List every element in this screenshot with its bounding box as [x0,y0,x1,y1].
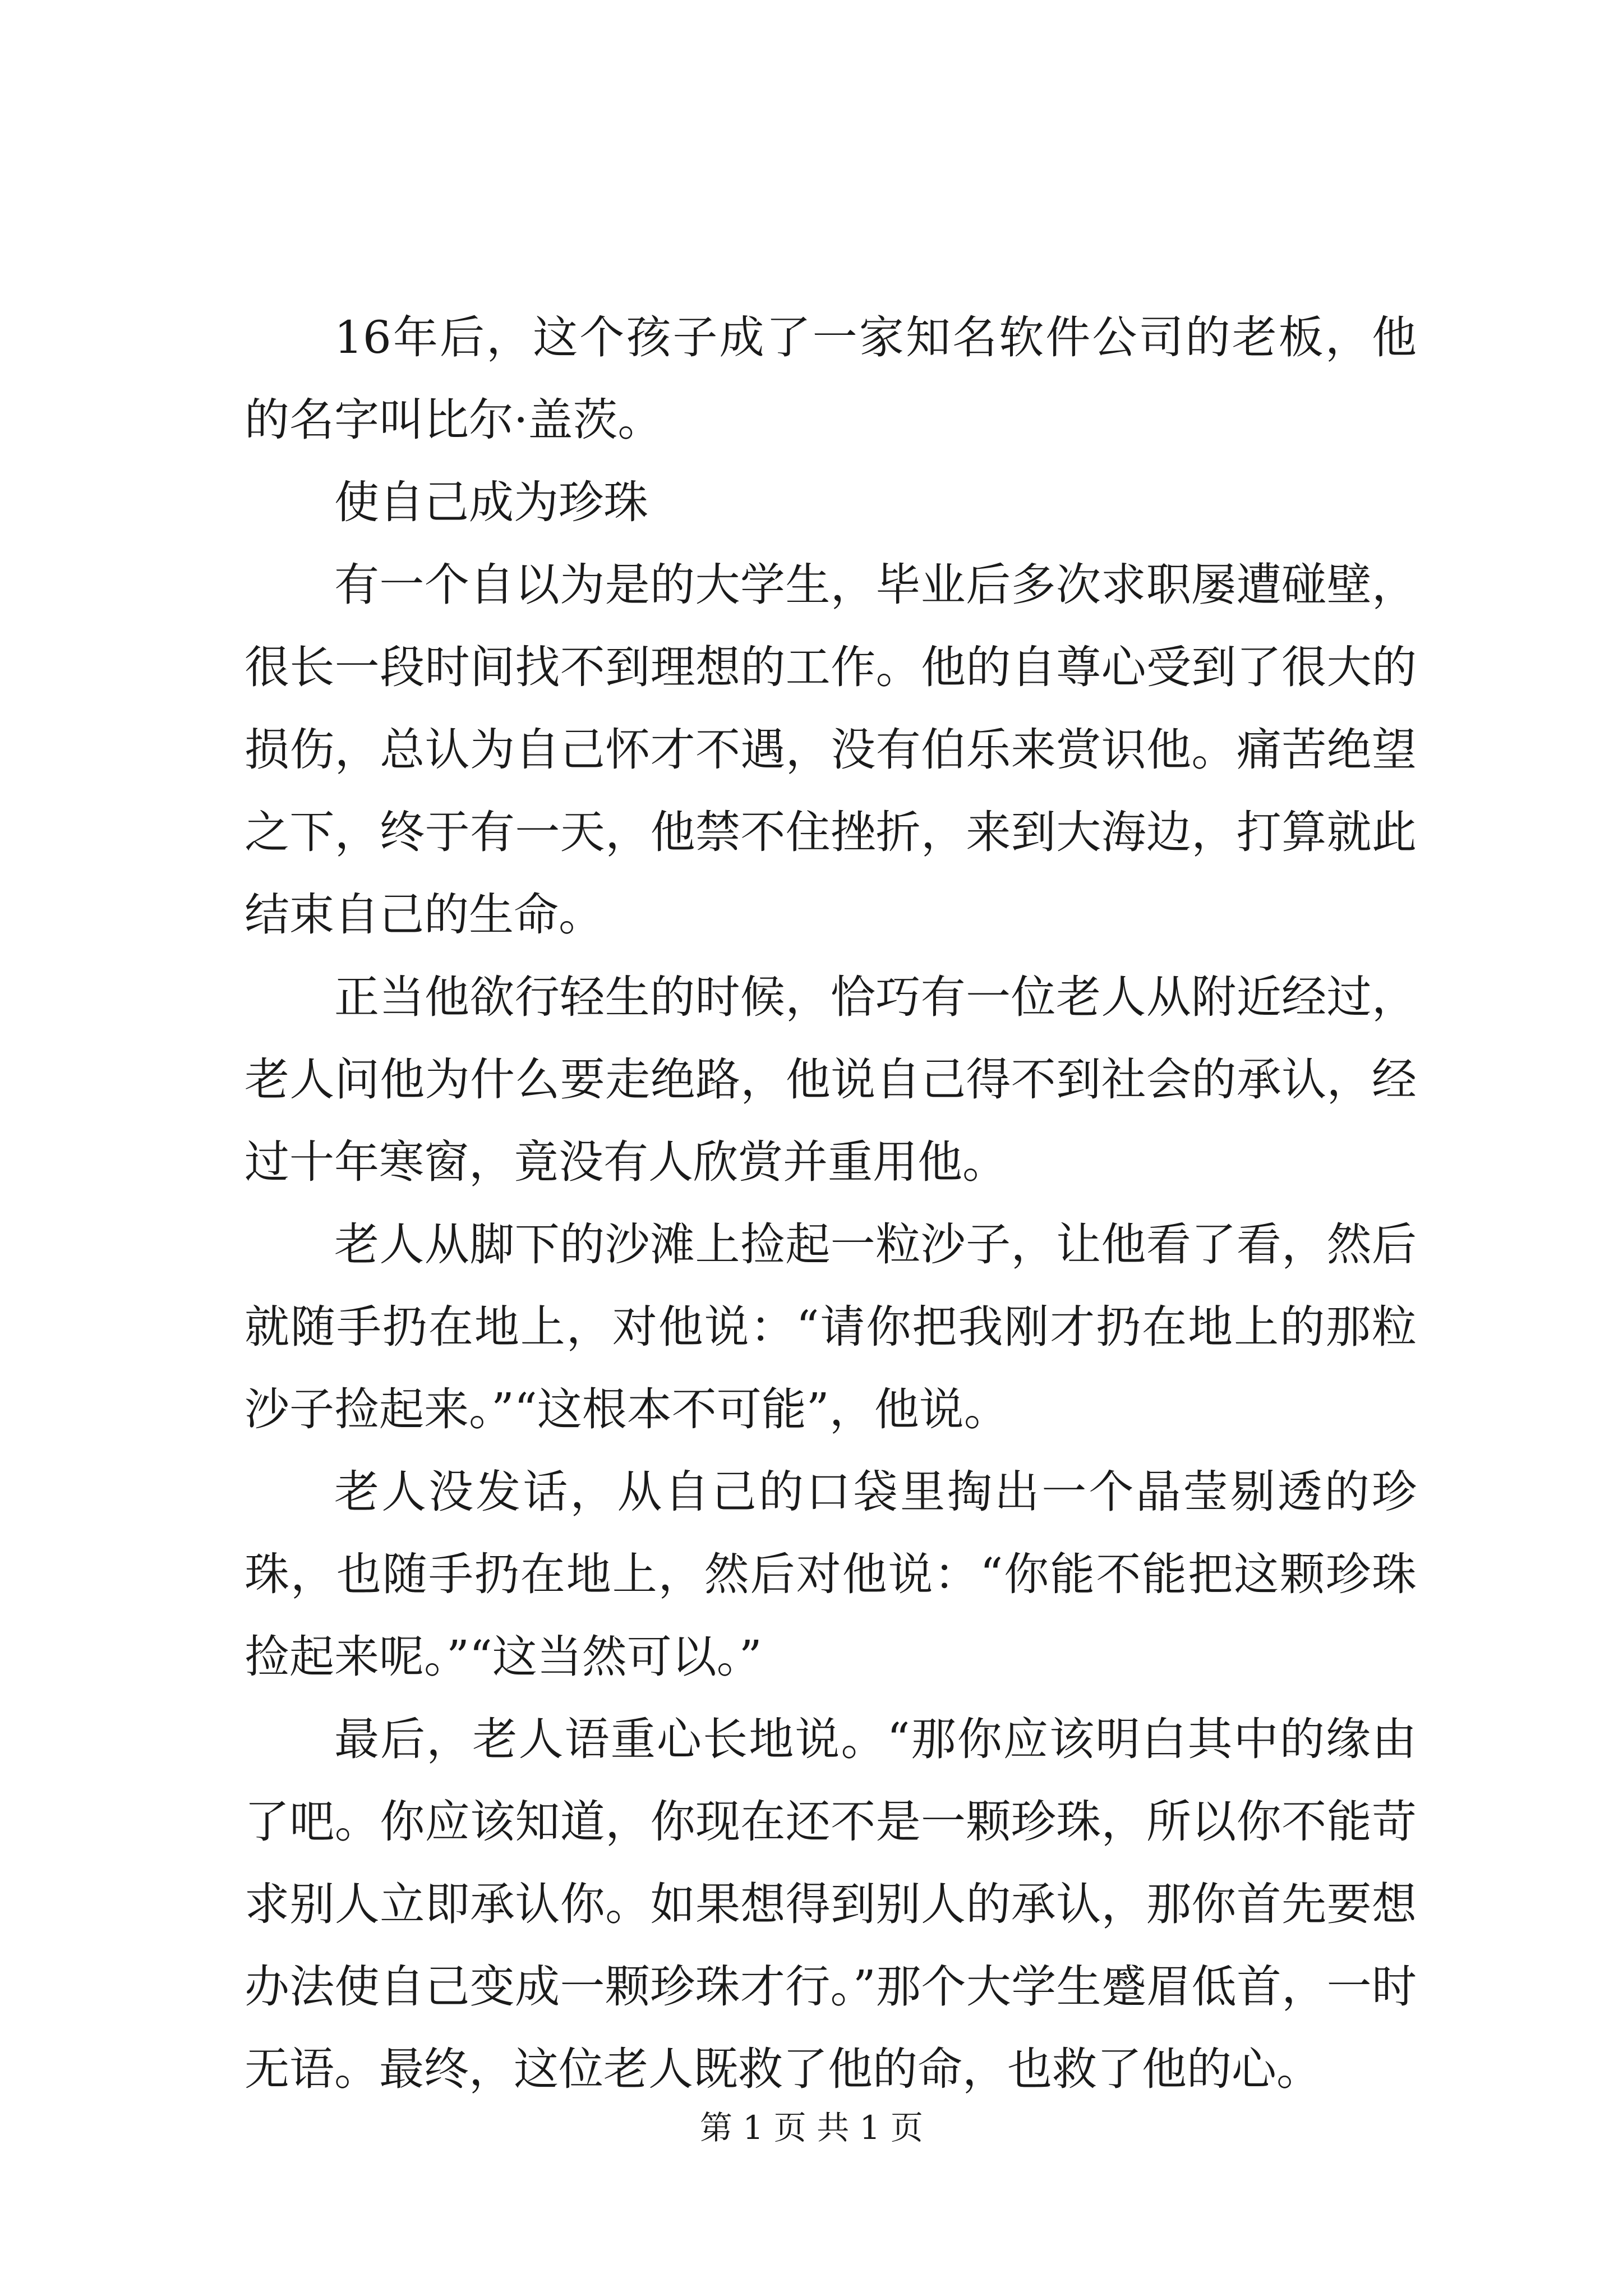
document-body [245,296,1417,2110]
page-number-label: 第 1 页 共 1 页 [700,2109,923,2147]
paragraph-old-man-meets: 正当他欲行轻生的时候，恰巧有一位老人从附近经过，老人问他为什么要走绝路，他说自己得不到社会的承认，经过十年寒窗，竟没有人欣赏并重用他。 [245,971,1417,1188]
paragraph-conclusion: 最后，老人语重心长地说。“那你应该明白其中的缘由了吧。你应该知道，你现在还不是一颗珍珠，所以你不能苛求别人立即承认你。如果想得到别人的承认，那你首先要想办法使自己变成一颗珍珠才行。”那个大学生蹙眉低首，一时无语。最终，这位老人既救了他的命，也救了他的心。 [245,1713,1417,2095]
page-footer [0,2108,1623,2147]
paragraph-pearl: 老人没发话，从自己的口袋里掏出一个晶莹剔透的珍珠，也随手扔在地上，然后对他说：“你能不能把这颗珍珠捡起来呢。”“这当然可以。” [245,1466,1417,1683]
paragraph-graduate: 有一个自以为是的大学生，毕业后多次求职屡遭碰壁，很长一段时间找不到理想的工作。他的自尊心受到了很大的损伤，总认为自己怀才不遇，没有伯乐来赏识他。痛苦绝望之下，终于有一天，他禁不住挫折，来到大海边，打算就此结束自己的生命。 [245,559,1417,941]
paragraph-sand: 老人从脚下的沙滩上捡起一粒沙子，让他看了看，然后就随手扔在地上，对他说：“请你把我刚才扔在地上的那粒沙子捡起来。”“这根本不可能”，他说。 [245,1218,1417,1435]
section-heading: 使自己成为珍珠 [334,476,648,528]
paragraph-bill-gates: 16年后，这个孩子成了一家知名软件公司的老板，他的名字叫比尔·盖茨。 [245,311,1417,446]
